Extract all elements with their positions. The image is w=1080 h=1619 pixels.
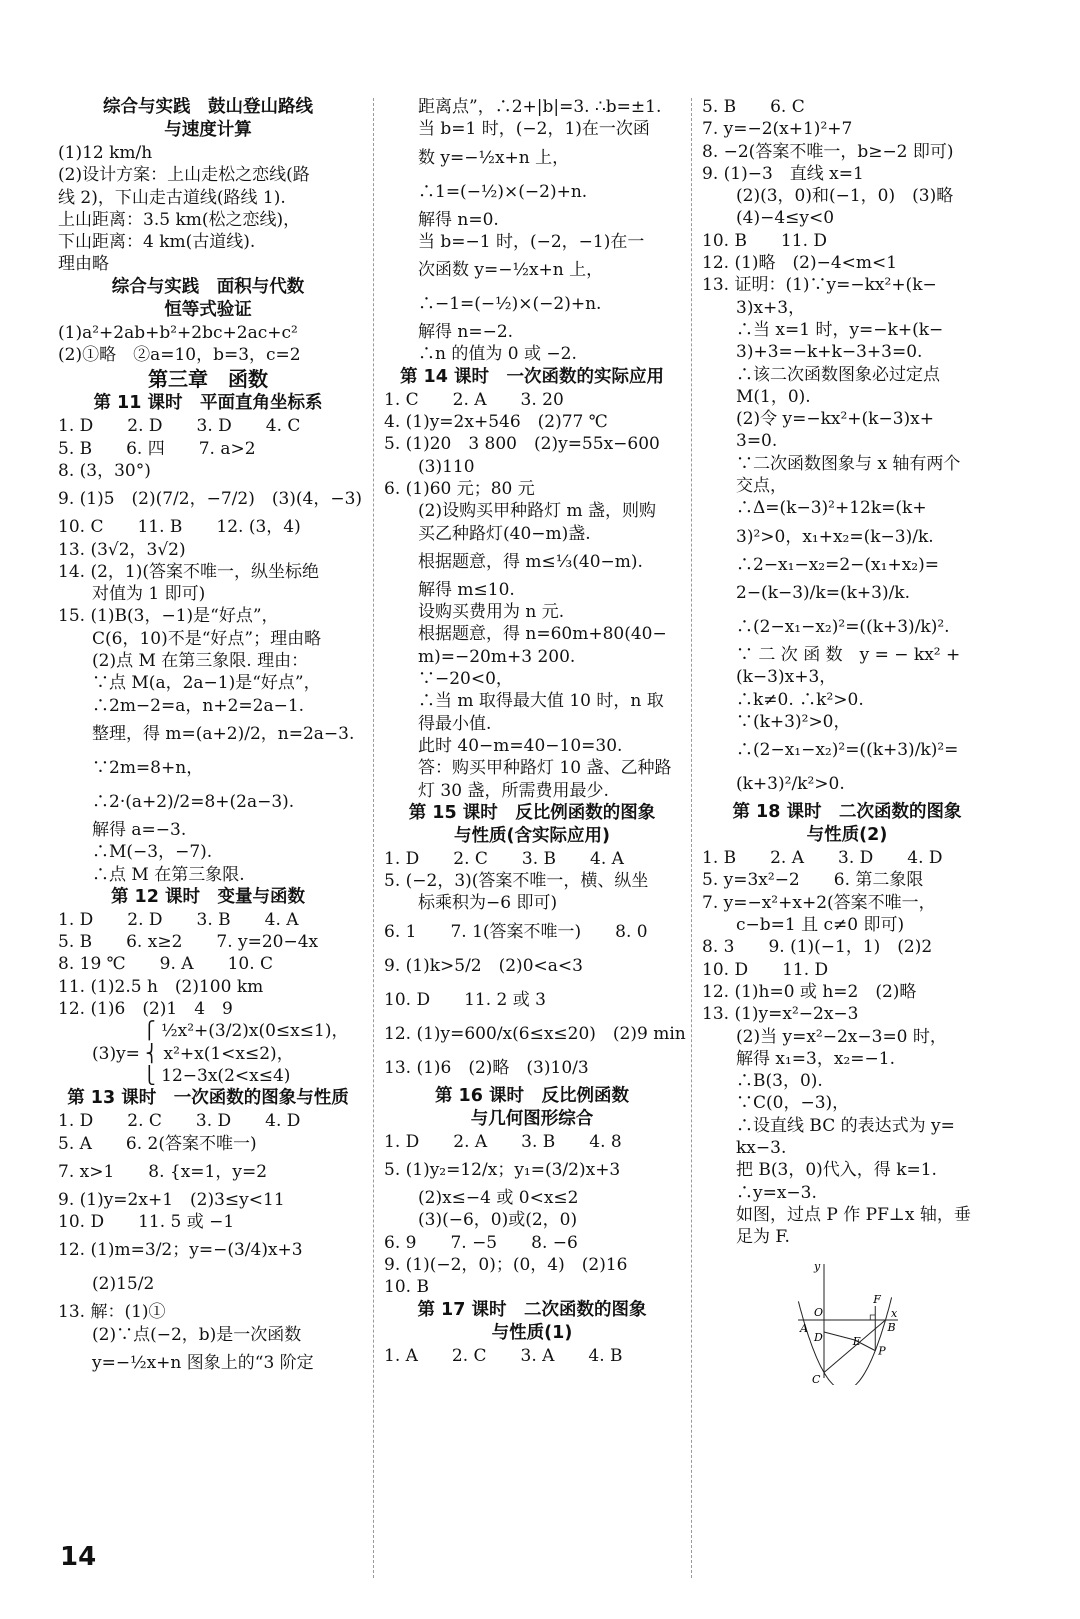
answer-line: 9. (1)y=2x+1 (2)3≤y<11 bbox=[58, 1189, 285, 1210]
answer-line: ∵−20<0， bbox=[384, 669, 513, 690]
answer-line: 6. 1 7. 1(答案不唯一) 8. 0 bbox=[384, 921, 648, 942]
answer-line: 9. (1)5 (2)(7/2，−7/2) (3)(4，−3) bbox=[58, 489, 363, 510]
answer-line: 3=0. bbox=[702, 431, 778, 452]
answer-line: 1. D 2. D 3. B 4. A bbox=[58, 909, 299, 930]
answer-line: 2−(k−3)/k=(k+3)/k. bbox=[702, 582, 911, 603]
answer-line: 10. D 11. 5 或 −1 bbox=[58, 1212, 235, 1233]
answer-line: 12. (1)略 (2)−4<m<1 bbox=[702, 253, 898, 274]
answer-line: 5. B 6. C bbox=[702, 97, 805, 117]
answer-line: 14. (2，1)(答案不唯一，纵坐标绝 bbox=[58, 561, 319, 582]
answer-line: 13. (3√2，3√2) bbox=[58, 539, 186, 560]
answer-line: (3)(−6，0)或(2，0) bbox=[384, 1210, 578, 1231]
answer-line: ∴(2−x₁−x₂)²=((k+3)/k)²= bbox=[702, 740, 959, 761]
answer-column-1 bbox=[58, 96, 363, 1380]
answer-line: ∴M(−3，−7). bbox=[58, 842, 213, 863]
answer-line: 3)x+3， bbox=[702, 297, 806, 318]
answer-line: (1)a²+2ab+b²+2bc+2ac+c² bbox=[58, 322, 298, 343]
answer-line: 13. 解：(1)① bbox=[58, 1302, 166, 1323]
answer-line: 12. (1)h=0 或 h=2 (2)略 bbox=[702, 981, 917, 1002]
answer-line: ⎧ ½x²+(3/2)x(0≤x≤1)， bbox=[58, 1021, 349, 1042]
answer-line: 解得 a=−3. bbox=[58, 819, 187, 840]
answer-line: 10. D 11. 2 或 3 bbox=[384, 989, 546, 1010]
answer-line: 5. (1)y₂=12/x；y₁=(3/2)x+3 bbox=[384, 1160, 621, 1181]
section-title: 第 18 课时 二次函数的图象 bbox=[732, 802, 962, 823]
line-de bbox=[824, 1332, 855, 1340]
answer-line: 8. −2(答案不唯一，b≥−2 即可) bbox=[702, 141, 954, 162]
section-title: 与性质(1) bbox=[491, 1322, 573, 1343]
answer-line: 8. 19 ℃ 9. A 10. C bbox=[58, 954, 274, 975]
answer-line: ∴该二次函数图象必过定点 bbox=[702, 364, 940, 385]
section-title: 第 17 课时 二次函数的图象 bbox=[417, 1299, 647, 1320]
section-title: 第 13 课时 一次函数的图象与性质 bbox=[67, 1088, 349, 1109]
answer-line: 对值为 1 即可) bbox=[58, 584, 206, 605]
answer-line: 解得 n=−2. bbox=[384, 322, 514, 343]
answer-line: C(6，10)不是“好点”；理由略 bbox=[58, 628, 322, 649]
answer-line: m)=−20m+3 200. bbox=[384, 646, 576, 667]
answer-line: 12. (1)6 (2)1 4 9 bbox=[58, 999, 233, 1020]
section-title: 与速度计算 bbox=[164, 120, 252, 140]
answer-line: kx−3. bbox=[702, 1137, 787, 1158]
answer-line: ∴点 M 在第三象限. bbox=[58, 864, 245, 885]
section-title: 第 14 课时 一次函数的实际应用 bbox=[399, 366, 665, 387]
section-title: 第 11 课时 平面直角坐标系 bbox=[93, 393, 323, 414]
answer-line: 1. D 2. D 3. D 4. C bbox=[58, 416, 301, 437]
answer-line: ∴n 的值为 0 或 −2. bbox=[384, 344, 577, 365]
answer-line: 3)²>0，x₁+x₂=(k−3)/k. bbox=[702, 526, 934, 547]
answer-line: 根据题意，得 m≤⅓(40−m). bbox=[384, 551, 643, 572]
answer-line: (2)15/2 bbox=[58, 1274, 155, 1295]
point-label-a: A bbox=[800, 1322, 808, 1336]
answer-line: 13. 证明：(1)∵y=−kx²+(k− bbox=[702, 275, 937, 296]
answer-line: ∴当 x=1 时，y=−k+(k− bbox=[702, 319, 944, 340]
answer-line: 10. B bbox=[384, 1277, 429, 1298]
answer-line: 5. (−2，3)(答案不唯一，横、纵坐 bbox=[384, 871, 649, 892]
section-title: 第 15 课时 反比例函数的图象 bbox=[408, 802, 656, 823]
point-label-e: E bbox=[852, 1335, 861, 1349]
chapter-title: 第三章 函数 bbox=[148, 367, 268, 392]
answer-line: (2)x≤−4 或 0<x≤2 bbox=[384, 1188, 579, 1209]
answer-line: 1. D 2. C 3. B 4. A bbox=[384, 848, 624, 869]
answer-line: (4)−4≤y<0 bbox=[702, 208, 835, 229]
answer-line: ∴(2−x₁−x₂)²=((k+3)/k)². bbox=[702, 616, 950, 637]
answer-column-3 bbox=[702, 96, 992, 1385]
answer-line: 线 2)，下山走古道线(路线 1). bbox=[58, 187, 286, 208]
point-label-f: F bbox=[873, 1293, 881, 1307]
answer-line: 把 B(3，0)代入，得 k=1. bbox=[702, 1160, 937, 1181]
answer-line: 1. B 2. A 3. D 4. D bbox=[702, 848, 943, 869]
point-label-y: y bbox=[814, 1260, 821, 1274]
answer-line: ∵(k+3)²>0， bbox=[702, 711, 851, 732]
answer-line: 买乙种路灯(40−m)盏. bbox=[384, 523, 591, 544]
answer-line: 解得 n=0. bbox=[384, 209, 499, 230]
point-label-x: x bbox=[891, 1307, 898, 1321]
answer-line: (2)设购买甲种路灯 m 盏，则购 bbox=[384, 501, 657, 522]
answer-line: 12. (1)m=3/2；y=−(3/4)x+3 bbox=[58, 1240, 303, 1261]
right-angle-mark bbox=[870, 1315, 875, 1320]
answer-line: c−b=1 且 c≠0 即可) bbox=[702, 915, 905, 936]
answer-line: ∴2m−2=a，n+2=2a−1. bbox=[58, 695, 305, 716]
answer-line: 解得 x₁=3，x₂=−1. bbox=[702, 1048, 895, 1069]
answer-line: 10. D 11. D bbox=[702, 959, 829, 980]
answer-line: 足为 F. bbox=[702, 1227, 790, 1248]
answer-line: M(1，0). bbox=[702, 386, 811, 407]
answer-line: (3)110 bbox=[384, 456, 475, 477]
answer-line: 13. (1)y=x²−2x−3 bbox=[702, 1004, 859, 1025]
answer-line: ∴y=x−3. bbox=[702, 1182, 817, 1203]
answer-line: 1. D 2. A 3. B 4. 8 bbox=[384, 1131, 622, 1152]
answer-line: ∵2m=8+n， bbox=[58, 757, 204, 778]
answer-line: 1. A 2. C 3. A 4. B bbox=[384, 1345, 623, 1366]
answer-line: 此时 40−m=40−10=30. bbox=[384, 735, 623, 756]
answer-line: ∴设直线 BC 的表达式为 y= bbox=[702, 1115, 955, 1136]
answer-line: 如图，过点 P 作 PF⊥x 轴，垂 bbox=[702, 1204, 971, 1225]
section-title: 与几何图形综合 bbox=[470, 1108, 594, 1129]
point-label-c: C bbox=[812, 1373, 821, 1386]
column-divider bbox=[691, 98, 692, 1578]
answer-line: ∵二次函数图象与 x 轴有两个 bbox=[702, 453, 961, 474]
answer-line: 9. (1)k>5/2 (2)0<a<3 bbox=[384, 955, 583, 976]
answer-line: (2)∵点(−2，b)是一次函数 bbox=[58, 1324, 302, 1345]
answer-line: 设购买费用为 n 元. bbox=[384, 602, 565, 623]
section-title: 第 12 课时 变量与函数 bbox=[110, 886, 306, 907]
answer-line: ∴1=(−½)×(−2)+n. bbox=[384, 181, 588, 202]
point-label-d: D bbox=[814, 1331, 823, 1345]
answer-line: (2)令 y=−kx²+(k−3)x+ bbox=[702, 409, 934, 430]
section-title: 综合与实践 鼓山登山路线 bbox=[103, 97, 313, 117]
point-label-b: B bbox=[887, 1321, 896, 1335]
parabola-curve bbox=[798, 1298, 891, 1386]
answer-line: 答：购买甲种路灯 10 盏、乙种路 bbox=[384, 758, 672, 779]
answer-line: 整理，得 m=(a+2)/2，n=2a−3. bbox=[58, 723, 355, 744]
answer-line: (2)设计方案：上山走松之恋线(路 bbox=[58, 165, 310, 186]
answer-line: (k−3)x+3， bbox=[702, 667, 837, 688]
answer-line: 下山距离：4 km(古道线). bbox=[58, 232, 256, 253]
answer-line: ∴k≠0. ∴k²>0. bbox=[702, 689, 864, 710]
answer-line: 标乘积为−6 即可) bbox=[384, 893, 558, 914]
answer-line: ∴−1=(−½)×(−2)+n. bbox=[384, 294, 602, 315]
answer-line: 6. (1)60 元；80 元 bbox=[384, 478, 535, 499]
answer-line: 5. A 6. 2(答案不唯一) bbox=[58, 1133, 257, 1154]
answer-line: 交点， bbox=[702, 476, 787, 497]
section-title: 恒等式验证 bbox=[164, 299, 252, 320]
answer-line: 5. y=3x²−2 6. 第二象限 bbox=[702, 870, 924, 891]
answer-line: ⎩ 12−3x(2<x≤4) bbox=[58, 1065, 291, 1086]
answer-line: 8. 3 9. (1)(−1，1) (2)2 bbox=[702, 937, 933, 958]
answer-line: 当 b=−1 时，(−2，−1)在一 bbox=[384, 231, 645, 252]
answer-line: 上山距离：3.5 km(松之恋线)， bbox=[58, 209, 301, 230]
answer-line: (2)点 M 在第三象限. 理由： bbox=[58, 651, 309, 672]
point-label-p: P bbox=[878, 1345, 886, 1359]
answer-line: 8. (3，30°) bbox=[58, 460, 151, 481]
column-divider bbox=[373, 98, 374, 1578]
answer-line: ∴B(3，0). bbox=[702, 1071, 823, 1092]
answer-line: 解得 m≤10. bbox=[384, 579, 515, 600]
answer-line: 12. (1)y=600/x(6≤x≤20) (2)9 min bbox=[384, 1023, 686, 1044]
answer-line: ∴Δ=(k−3)²+12k=(k+ bbox=[702, 498, 927, 519]
answer-line: ∴当 m 取得最大值 10 时，n 取 bbox=[384, 691, 664, 712]
answer-line: 根据题意，得 n=60m+80(40− bbox=[384, 624, 667, 645]
answer-line: 7. y=−x²+x+2(答案不唯一， bbox=[702, 892, 936, 913]
answer-line: 9. (1)(−2，0)；(0，4) (2)16 bbox=[384, 1254, 628, 1275]
answer-line: 5. B 6. x≥2 7. y=20−4x bbox=[58, 932, 319, 953]
section-title: 综合与实践 面积与代数 bbox=[111, 276, 305, 297]
page-number: 14 bbox=[60, 1542, 97, 1572]
answer-line: 10. C 11. B 12. (3，4) bbox=[58, 517, 301, 538]
answer-line: 15. (1)B(3，−1)是“好点”， bbox=[58, 606, 279, 627]
answer-line: ∵点 M(a，2a−1)是“好点”， bbox=[58, 673, 321, 694]
answer-line: 11. (1)2.5 h (2)100 km bbox=[58, 976, 264, 997]
answer-line: 灯 30 盏，所需费用最少. bbox=[384, 780, 609, 801]
answer-line: 1. D 2. C 3. D 4. D bbox=[58, 1111, 301, 1132]
answer-line: 5. (1)20 3 800 (2)y=55x−600 bbox=[384, 434, 660, 455]
answer-line: 次函数 y=−½x+n 上， bbox=[384, 260, 604, 281]
answer-line: 当 b=1 时，(−2，1)在一次函 bbox=[384, 119, 650, 140]
answer-line: (3)y= ⎨ x²+x(1<x≤2)， bbox=[58, 1043, 294, 1064]
answer-line: 7. x>1 8. {x=1，y=2 bbox=[58, 1161, 268, 1182]
answer-column-2 bbox=[384, 96, 686, 1367]
answer-line: 7. y=−2(x+1)²+7 bbox=[702, 119, 853, 140]
answer-line: (2)①略 ②a=10，b=3，c=2 bbox=[58, 345, 301, 366]
answer-line: 1. C 2. A 3. 20 bbox=[384, 389, 564, 410]
answer-line: (2)(3，0)和(−1，0) (3)略 bbox=[702, 186, 954, 207]
answer-line: ∵ 二 次 函 数 y = − kx² + bbox=[702, 644, 961, 665]
answer-line: 6. 9 7. −5 8. −6 bbox=[384, 1232, 578, 1253]
section-title: 与性质(2) bbox=[806, 825, 888, 846]
answer-line: 理由略 bbox=[58, 254, 109, 275]
answer-line: 数 y=−½x+n 上， bbox=[384, 147, 570, 168]
section-title: 第 16 课时 反比例函数 bbox=[434, 1085, 630, 1106]
point-label-o: O bbox=[814, 1306, 824, 1320]
answer-line: ∵C(0，−3)， bbox=[702, 1093, 850, 1114]
answer-line: ∴2·(a+2)/2=8+(2a−3). bbox=[58, 791, 295, 812]
parabola-figure bbox=[794, 1260, 904, 1385]
section-title: 与性质(含实际应用) bbox=[454, 825, 610, 846]
answer-line: 3)+3=−k+k−3+3=0. bbox=[702, 342, 923, 363]
answer-line: (2)当 y=x²−2x−3=0 时， bbox=[702, 1026, 947, 1047]
answer-line: 9. (1)−3 直线 x=1 bbox=[702, 163, 864, 184]
answer-line: 10. B 11. D bbox=[702, 230, 828, 251]
answer-line: (1)12 km/h bbox=[58, 143, 153, 163]
answer-line: 4. (1)y=2x+546 (2)77 ℃ bbox=[384, 412, 608, 433]
answer-line: ∴2−x₁−x₂=2−(x₁+x₂)= bbox=[702, 554, 939, 575]
answer-line: y=−½x+n 图象上的“3 阶定 bbox=[58, 1352, 314, 1373]
answer-line: 距离点”，∴2+|b|=3. ∴b=±1. bbox=[384, 97, 662, 117]
answer-line: 得最小值. bbox=[384, 713, 492, 734]
answer-line: (k+3)²/k²>0. bbox=[702, 774, 845, 795]
answer-line: 5. B 6. 四 7. a>2 bbox=[58, 438, 256, 459]
answer-line: 13. (1)6 (2)略 (3)10/3 bbox=[384, 1057, 589, 1078]
